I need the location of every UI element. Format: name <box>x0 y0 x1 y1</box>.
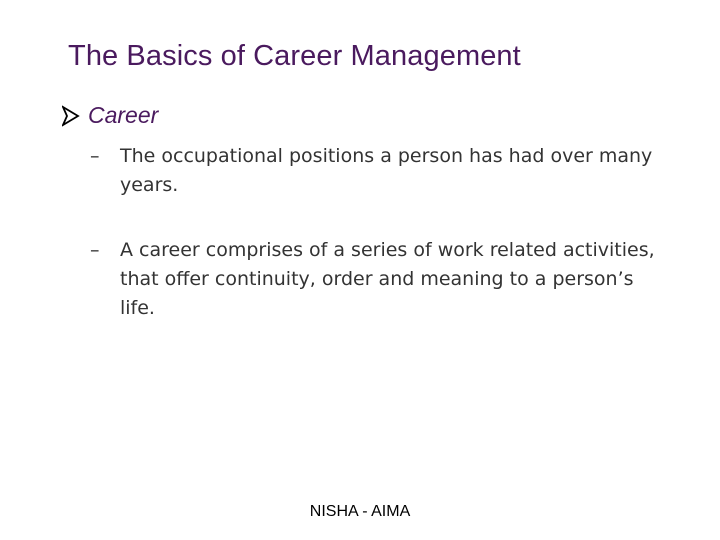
dash-marker: – <box>90 239 100 261</box>
arrow-bullet-icon <box>62 105 80 127</box>
dash-marker: – <box>90 145 100 167</box>
slide-footer: NISHA - AIMA <box>309 503 411 520</box>
career-bullet <box>62 102 158 129</box>
career-heading: Career <box>88 102 159 128</box>
definition-text: The occupational positions a person has had over many years. <box>120 145 653 196</box>
definition-item <box>90 236 670 323</box>
slide-title: The Basics of Career Management <box>68 40 521 72</box>
definition-item <box>90 142 670 200</box>
definition-text: A career comprises of a series of work related activities, that offer continuity, order and meaning to a person’s life. <box>120 239 655 319</box>
